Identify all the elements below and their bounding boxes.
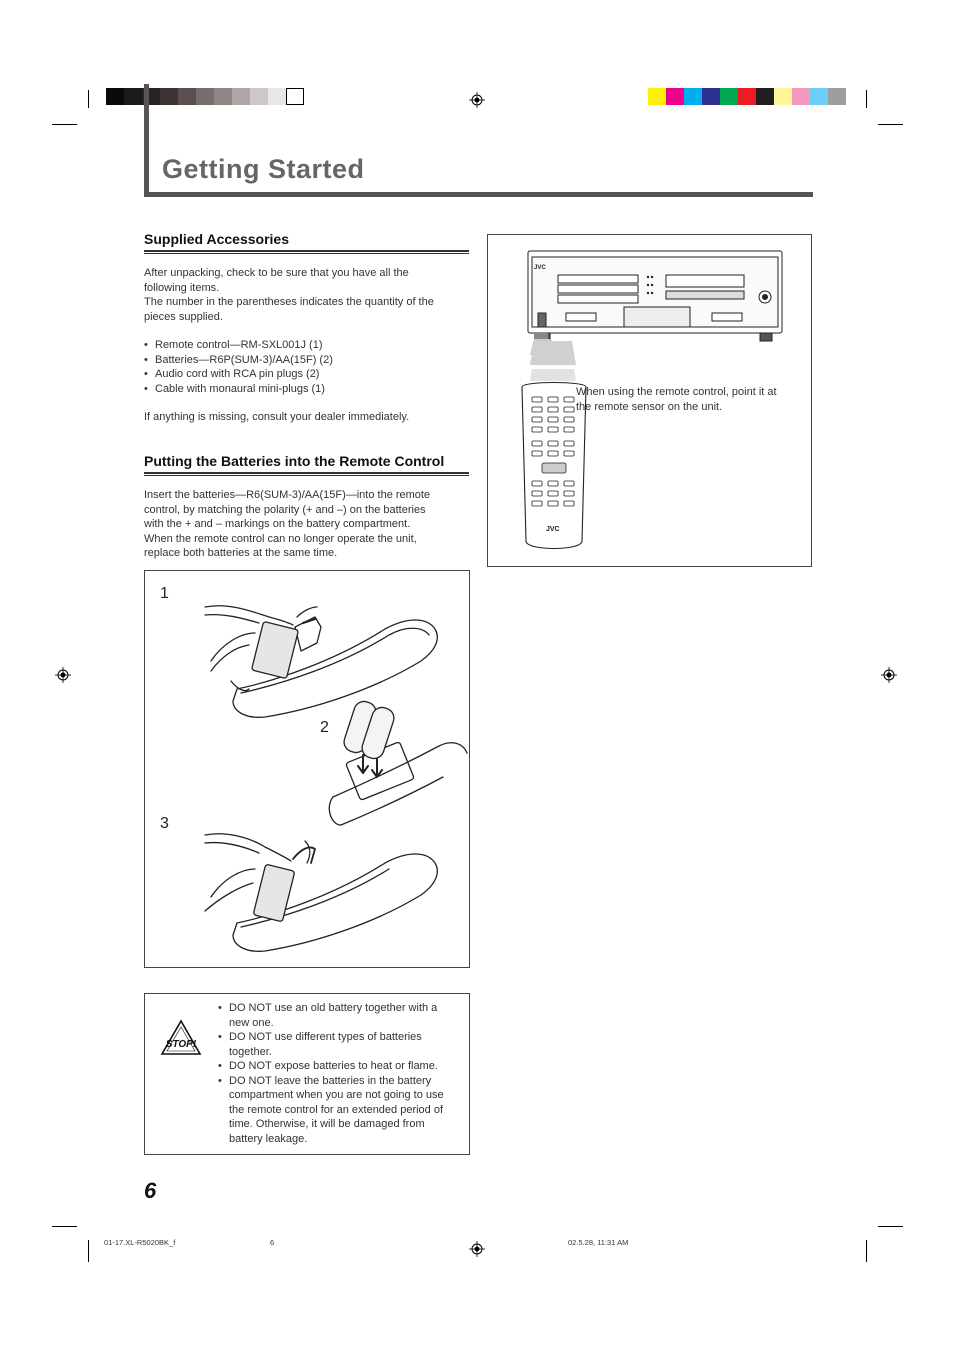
page-number: 6 — [144, 1178, 157, 1203]
batteries-heading: Putting the Batteries into the Remote Control — [144, 453, 445, 469]
color-swatch — [178, 88, 196, 105]
section-rule — [144, 472, 469, 476]
title-bar-vertical — [144, 84, 149, 196]
warning-item: • DO NOT leave the batteries in the battery compartment when you are not going to use the remote control for an extended period of time. Otherwise, it will be damaged from battery leakage. — [218, 1074, 458, 1147]
color-swatch — [250, 88, 268, 105]
footer-page: 6 — [270, 1238, 275, 1247]
registration-mark-icon — [469, 92, 485, 108]
text-line: with the + and – markings on the battery compartment. — [144, 518, 411, 530]
intro-line: After unpacking, check to be sure that you have all the — [144, 267, 409, 279]
color-swatch — [232, 88, 250, 105]
registration-mark-icon — [469, 1241, 485, 1257]
stop-warning-icon — [159, 1018, 203, 1058]
color-swatch — [810, 88, 828, 105]
caption-line: When using the remote control, point it at — [576, 386, 777, 398]
battery-insertion-illustration — [145, 571, 469, 967]
color-swatch — [666, 88, 684, 105]
intro-line: following items. — [144, 281, 220, 294]
list-item: • Remote control—RM-SXL001J (1) — [144, 338, 469, 353]
crop-mark — [52, 1226, 77, 1227]
missing-note: If anything is missing, consult your dealer immediately. — [144, 411, 410, 423]
section-rule — [144, 250, 469, 254]
page-title: Getting Started — [162, 154, 365, 184]
remote-sensor-box — [487, 234, 812, 567]
crop-mark — [52, 124, 77, 125]
step-number: 3 — [160, 815, 169, 832]
color-swatch — [214, 88, 232, 105]
caption-line: the remote sensor on the unit. — [576, 400, 723, 413]
color-swatch — [160, 88, 178, 105]
text-line: When the remote control can no longer operate the unit, — [144, 532, 417, 545]
step-number: 1 — [160, 585, 169, 602]
batteries-text — [144, 488, 469, 561]
registration-mark-icon — [55, 667, 71, 683]
color-swatch — [720, 88, 738, 105]
crop-mark — [866, 90, 867, 108]
warning-list — [218, 1001, 458, 1146]
color-swatch — [774, 88, 792, 105]
color-swatch — [792, 88, 810, 105]
unit-brand-label: JVC — [534, 265, 546, 271]
list-item: • Cable with monaural mini-plugs (1) — [144, 382, 469, 397]
footer-file: 01-17.XL-R5020BK_f — [104, 1238, 176, 1247]
color-swatch — [106, 88, 124, 105]
remote-control-illustration — [506, 335, 626, 555]
list-item: • Batteries—R6P(SUM-3)/AA(15F) (2) — [144, 353, 469, 368]
color-swatch — [738, 88, 756, 105]
accessories-heading: Supplied Accessories — [144, 231, 289, 247]
text-line: Insert the batteries—R6(SUM-3)/AA(15F)—into the remote — [144, 489, 431, 501]
list-item: • Audio cord with RCA pin plugs (2) — [144, 367, 469, 382]
color-swatch — [286, 88, 304, 105]
color-swatch — [648, 88, 666, 105]
stop-label: STOP! — [165, 1039, 197, 1050]
color-swatch — [828, 88, 846, 105]
remote-brand-label: JVC — [546, 526, 560, 533]
color-swatch — [756, 88, 774, 105]
text-line: replace both batteries at the same time. — [144, 547, 338, 559]
color-swatch — [684, 88, 702, 105]
intro-line: The number in the parentheses indicates the quantity of the — [144, 296, 434, 308]
color-swatch — [702, 88, 720, 105]
accessories-intro — [144, 266, 469, 324]
battery-illustration-box — [144, 570, 470, 968]
step-number: 2 — [320, 719, 329, 736]
registration-mark-icon — [881, 667, 897, 683]
color-swatch — [196, 88, 214, 105]
title-bar-horizontal — [144, 192, 813, 197]
warning-box — [144, 993, 470, 1155]
crop-mark — [88, 90, 89, 108]
intro-line: pieces supplied. — [144, 310, 223, 323]
warning-item: • DO NOT expose batteries to heat or flame. — [218, 1059, 458, 1074]
accessories-list — [144, 338, 469, 396]
crop-mark — [878, 1226, 903, 1227]
crop-mark — [88, 1240, 89, 1262]
crop-mark — [866, 1240, 867, 1262]
warning-item: • DO NOT use an old battery together with a new one. — [218, 1001, 458, 1030]
footer-timestamp: 02.5.28, 11:31 AM — [568, 1238, 629, 1247]
warning-item: • DO NOT use different types of batteries together. — [218, 1030, 458, 1059]
remote-caption — [576, 385, 806, 414]
color-swatch — [124, 88, 142, 105]
text-line: control, by matching the polarity (+ and –) on the batteries — [144, 503, 426, 516]
color-swatch — [268, 88, 286, 105]
crop-mark — [878, 124, 903, 125]
